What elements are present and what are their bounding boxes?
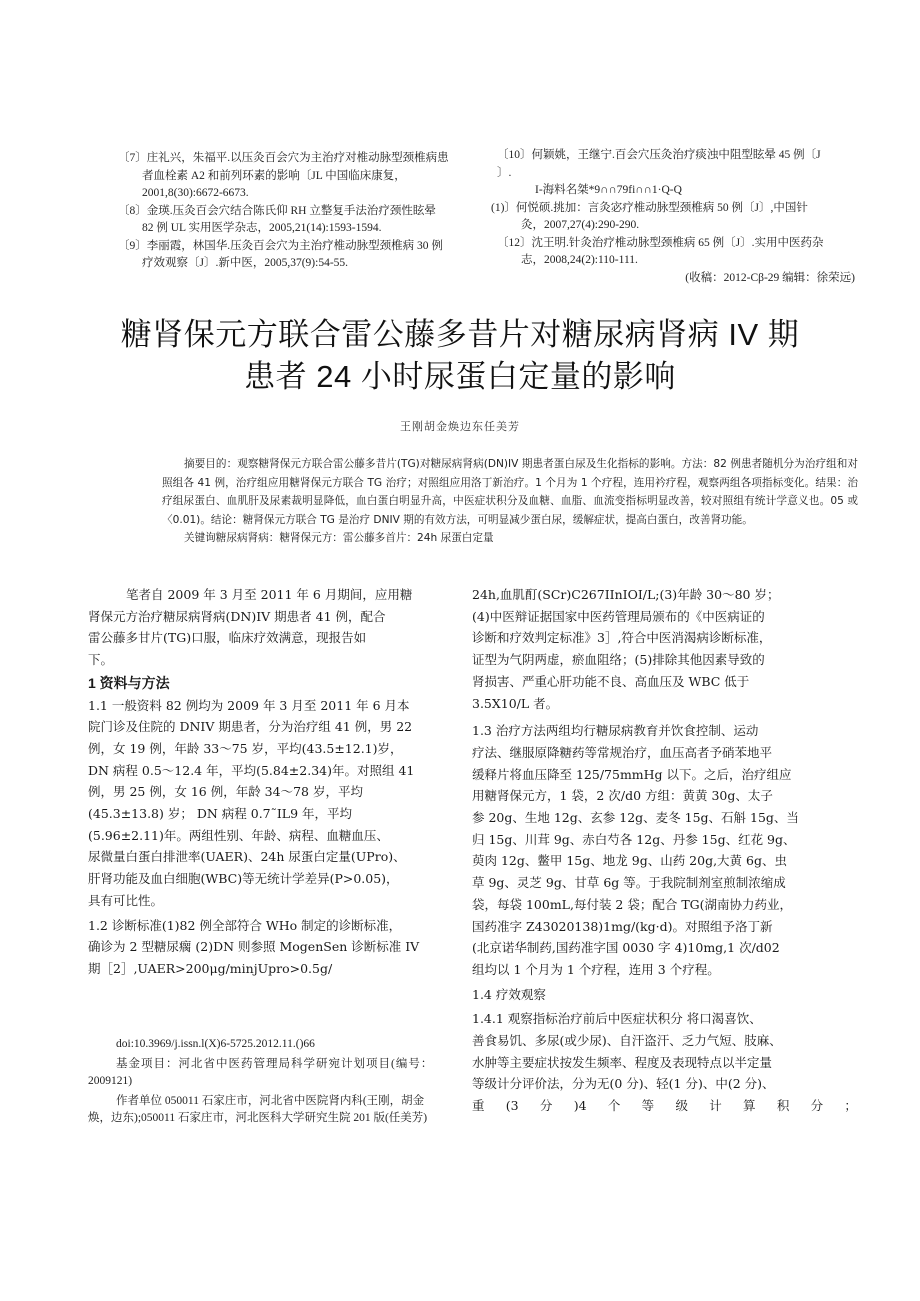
text-line: (4)中医辩证据国家中医药管理局颁布的《中医病证的	[472, 608, 765, 624]
section-1-4-heading: 1.4 疗效观察	[472, 986, 546, 1002]
authors: 王刚胡金焕边东任美芳	[400, 420, 520, 433]
text-line: 下。	[88, 652, 114, 668]
text-line: 雷公藤多甘片(TG)口服，临床疗效满意，现报告如	[88, 630, 367, 646]
text-line: 诊断和疗效判定标准》3］,符合中医消渴病诊断标准，	[472, 630, 772, 646]
token: 积	[776, 1098, 790, 1114]
fund-line-2: 2009121)	[88, 1075, 133, 1087]
affiliation-line-2: 焕，边东);050011 石家庄市，河北医科大学研究生院 201 版(任美芳)	[88, 1112, 428, 1124]
reference-line: 〔12〕沈王明.针灸治疗椎动脉型颈椎病 65 例〔J〕.实用中医药杂	[497, 236, 824, 249]
text-line: 参 20g、生地 12g、玄参 12g、麦冬 15g、石斛 15g、当	[472, 810, 799, 826]
keywords: 关键询糖尿病肾病：糖肾保元方：雷公藤多首片：24h 尿蛋白定量	[184, 532, 494, 544]
reference-7	[118, 150, 498, 203]
text-line: 院门诊及住院的 DNIV 期患者，分为治疗组 41 例，男 22	[88, 719, 413, 735]
section-1-3	[472, 720, 857, 980]
intro-paragraph	[88, 584, 468, 671]
right-column	[472, 584, 857, 1117]
reference-line: 〔7〕庄礼兴，朱福平.以压灸百会穴为主治疗对椎动脉型颈椎病患	[118, 152, 449, 164]
token: 计	[709, 1098, 722, 1114]
section-1-2	[88, 915, 468, 980]
reference-line: 82 例 UL 实用医学杂志，2005,21(14):1593-1594.	[142, 222, 382, 234]
token: 级	[675, 1098, 688, 1114]
section-1-1	[88, 695, 468, 912]
left-column	[88, 584, 468, 980]
abstract-text: 摘要目的：观察糖肾保元方联合雷公藤多昔片(TG)对糖尿病肾病(DN)IV 期患者蛋白尿及生化指标的影响。方法：82 例患者随机分为治疗组和对照组各 41 例，治疗组应用糖肾保元方联合 TG 治疗；对照组应用洛丁新治疗。1 个月为 1 个疗程，连用衿疗程，观察两组各项指标变化。结果：治疗组尿蛋白、血肌肝及尿素裁明显降低，血白蛋白明显升高，中医症状积分及血糖、血脂、血流变指标明显改善，较对照组有统计学意义也。05 或〈0.01)。结论：糖肾保元方联合 TG 是治疗 DNIV 期的有效方法，可明显减少蛋白尿，缓解症状，提高白蛋白，改善肾功能。	[162, 458, 858, 526]
text-line: 例，男 25 例，女 16 例，年龄 34～78 岁，平均	[88, 784, 363, 800]
reference-8	[118, 203, 498, 238]
text-line: 具有可比性。	[88, 892, 164, 908]
reference-line: 疗效观察〔J〕.新中医，2005,37(9):54-55.	[142, 257, 349, 269]
text-line: 归 15g、川茸 9g、赤白芍各 12g、丹参 15g、红花 9g、	[472, 831, 796, 847]
text-line: 期［2］,UAER>200μg/minjUpro>0.5g/	[88, 960, 333, 976]
token: 算	[743, 1098, 756, 1114]
text-line: 肾保元方治疗糖尿病肾病(DN)IV 期患者 41 例，配合	[88, 608, 386, 624]
text-line: 24h,血肌酊(SCr)C267IInIOI/L;(3)年龄 30～80 岁；	[472, 587, 780, 602]
text-line-justified	[472, 1095, 857, 1117]
token: ；	[844, 1098, 857, 1114]
section-1-4-1	[472, 1008, 857, 1117]
text-line: 善食易饥、多尿(或少尿)、自汗盗汗、乏力气短、肢麻、	[472, 1033, 782, 1049]
footnotes	[88, 1036, 468, 1127]
text-line: 萸肉 12g、鳖甲 15g、地龙 9g、山药 20g,大黄 6g、虫	[472, 853, 787, 869]
reference-11	[491, 200, 867, 235]
reference-12	[497, 235, 867, 270]
abstract	[162, 455, 858, 548]
reference-line: 〔8〕金瑛.压灸百会穴结合陈氏仰 RH 立整复手法治疗颈性眩晕	[118, 204, 436, 217]
reference-line: 〕.	[497, 166, 512, 179]
text-line: (45.3±13.8) 岁； DN 病程 0.7˜IL9 年，平均	[88, 806, 353, 822]
title-line-2: 患者 24 小时尿蛋白定量的影响	[244, 359, 676, 394]
token: 等	[641, 1098, 655, 1114]
affiliation-line-1: 作者单位 050011 石家庄市，河北省中医院肾内科(王刚，胡金	[116, 1095, 425, 1107]
text-line: 1.1 一般资料 82 例均为 2009 年 3 月至 2011 年 6 月本	[88, 697, 410, 713]
references-left	[118, 150, 498, 273]
token: (3	[505, 1098, 519, 1114]
text-line: DN 病程 0.5～12.4 年，平均(5.84±2.34)年。对照组 41	[88, 762, 415, 778]
section-heading: 1 资料与方法	[88, 674, 170, 691]
title-line-1: 糖肾保元方联合雷公藤多昔片对糖尿病肾病 IV 期	[120, 317, 800, 352]
reference-10	[497, 147, 867, 182]
text-line: 笔者自 2009 年 3 月至 2011 年 6 月期间，应用糖	[126, 587, 413, 602]
received-note: (收稿：2012-Cβ-29 编辑：徐荣远)	[685, 271, 855, 284]
doi: doi:10.3969/j.issn.l(X)6-5725.2012.11.()66	[116, 1038, 315, 1050]
reference-9	[118, 238, 498, 273]
text-line: (5.96±2.11)年。两组性别、年龄、病程、血糖血压、	[88, 827, 389, 843]
text-line: (北京诺华制药,国药准字国 0030 字 4)10mg,1 次/d02	[472, 940, 780, 956]
text-line: 3.5X10/L 者。	[472, 695, 559, 711]
reference-garbled	[497, 182, 867, 200]
references-right	[491, 147, 867, 287]
token: 重	[472, 1098, 485, 1114]
reference-line: 〔10〕何颖姚，王继宁.百会穴压灸治疗痰浊中阻型眩晕 45 例〔J	[497, 149, 821, 161]
token: 个	[607, 1098, 621, 1114]
text-line: 疗法、继服原降糖药等常规治疗，血压高者予硝苯地平	[472, 744, 773, 760]
text-line: 证型为气阴两虚，瘀血阻络；(5)排除其他因素导致的	[472, 652, 765, 668]
text-line: 等级计分评价法，分为无(0 分)、轻(1 分)、中(2 分)、	[472, 1076, 775, 1092]
reference-line: 〔9〕李丽霞，林国华.压灸百会穴为主治疗椎动脉型颈椎病 30 例	[118, 239, 443, 252]
token: 分	[539, 1098, 553, 1114]
token: )4	[573, 1098, 587, 1114]
text-line: 肾损害、严重心肝功能不良、高血压及 WBC 低于	[472, 673, 750, 689]
text-line: 国药准字 Z43020138)1mg/(kg·d)。对照组予洛丁新	[472, 918, 773, 934]
reference-line: (1)〕何悦硕.挑加：言灸宓疗椎动脉型颈椎病 50 例〔J〕,中国针	[491, 201, 808, 214]
text-line: 缓释片将血压降至 125/75mmHg 以下。之后，治疗组应	[472, 766, 792, 782]
text-line: 袋，每袋 100mL,每付装 2 袋；配合 TG(湖南协力药业，	[472, 896, 793, 912]
text-line: 确诊为 2 型糖尿瘸 (2)DN 则参照 MogenSen 诊断标准 IV	[88, 939, 420, 955]
text-line: 用糖肾保元方，1 袋，2 次/d0 方组：黄黄 30g、太子	[472, 788, 773, 804]
text-line: 肝肾功能及血白细胞(WBC)等无统计学差异(P>0.05)，	[88, 871, 399, 887]
reference-line: 者血栓素 A2 和前列环素的影响〔JL 中国临床康复，	[142, 169, 406, 182]
text-line: 1.3 治疗方法两组均行糖尿病教育并饮食控制、运动	[472, 723, 759, 739]
reference-line: 2001,8(30):6672-6673.	[142, 187, 249, 199]
text-line: 例，女 19 例，年龄 33～75 岁，平均(43.5±12.1)岁，	[88, 740, 403, 756]
text-line: 组均以 1 个月为 1 个疗程，连用 3 个疗程。	[472, 961, 720, 977]
text-line: 尿微量白蛋白排泄率(UAER)、24h 尿蛋白定量(UPro)、	[88, 849, 406, 865]
text-line: 1.2 诊断标准(1)82 例全部符合 WHo 制定的诊断标准，	[88, 917, 402, 933]
fund-line-1: 基金项目：河北省中医药管理局科学研宛计划项目(编号：	[116, 1058, 434, 1070]
reference-line: 志，2008,24(2):110-111.	[521, 254, 638, 266]
article-title	[110, 314, 810, 398]
token: 分	[810, 1098, 824, 1114]
criteria-continued	[472, 584, 857, 714]
text-line: 1.4.1 观察指标治疗前后中医症状积分 将口渴喜饮、	[472, 1011, 762, 1027]
reference-line: I-海料名桀*9∩∩79fi∩∩1·Q-Q	[535, 184, 682, 196]
text-line: 草 9g、灵芝 9g、甘草 6g 等。于我院制剂室煎制浓缩成	[472, 875, 786, 891]
text-line: 水肿等主要症状按发生频率、程度及表现特点以半定量	[472, 1054, 773, 1070]
reference-line: 灸，2007,27(4):290-290.	[521, 219, 640, 231]
